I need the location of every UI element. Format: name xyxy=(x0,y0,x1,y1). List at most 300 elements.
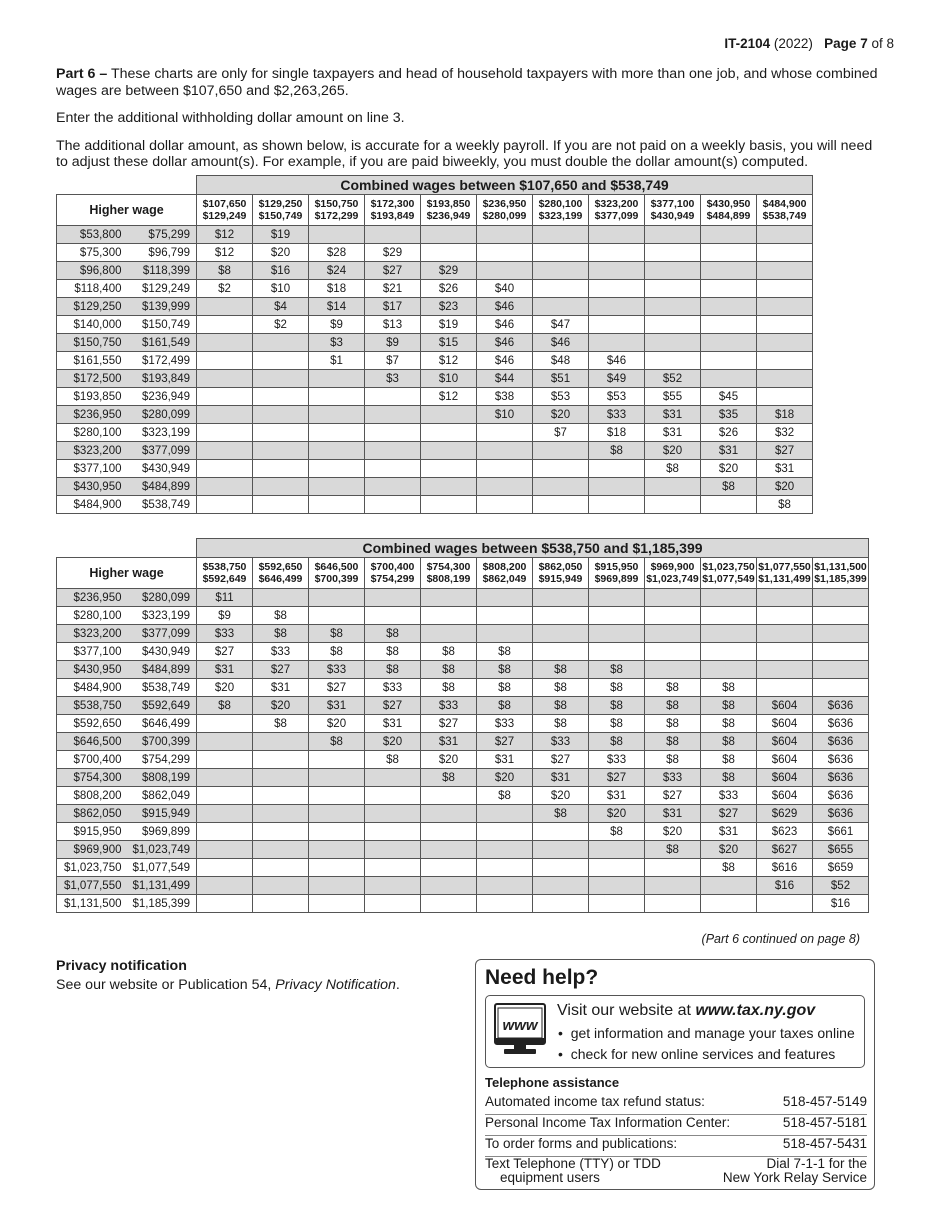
withholding-amount xyxy=(365,841,421,859)
withholding-amount xyxy=(309,895,365,913)
withholding-amount xyxy=(197,298,253,316)
website-line: Visit our website at www.tax.ny.gov xyxy=(557,1002,816,1019)
withholding-amount xyxy=(477,625,533,643)
withholding-amount: $20 xyxy=(477,769,533,787)
higher-wage-high: $377,099 xyxy=(129,442,197,460)
higher-wage-high: $592,649 xyxy=(129,697,197,715)
withholding-table-2 xyxy=(56,538,869,913)
withholding-amount: $8 xyxy=(645,751,701,769)
withholding-amount xyxy=(309,823,365,841)
withholding-amount: $8 xyxy=(701,733,757,751)
withholding-amount xyxy=(757,625,813,643)
table-row xyxy=(57,478,813,496)
withholding-amount: $12 xyxy=(197,226,253,244)
withholding-amount xyxy=(365,424,421,442)
withholding-amount xyxy=(757,643,813,661)
withholding-amount xyxy=(421,805,477,823)
website-link[interactable]: www.tax.ny.gov xyxy=(695,1002,816,1019)
withholding-amount: $33 xyxy=(309,661,365,679)
column-header: $538,750 $592,649 xyxy=(197,558,253,589)
withholding-amount: $17 xyxy=(365,298,421,316)
page-number: Page 7 xyxy=(824,36,868,51)
withholding-amount xyxy=(533,823,589,841)
phone-row-info-center: Personal Income Tax Information Center: 518-457-5181 xyxy=(485,1115,867,1136)
withholding-amount: $12 xyxy=(421,352,477,370)
withholding-amount xyxy=(309,460,365,478)
higher-wage-high: $969,899 xyxy=(129,823,197,841)
withholding-amount: $8 xyxy=(533,679,589,697)
withholding-amount xyxy=(197,859,253,877)
withholding-amount xyxy=(197,823,253,841)
higher-wage-high: $1,077,549 xyxy=(129,859,197,877)
higher-wage-high: $538,749 xyxy=(129,496,197,514)
withholding-amount xyxy=(757,334,813,352)
column-header: $430,950 $484,899 xyxy=(701,195,757,226)
withholding-amount xyxy=(645,478,701,496)
withholding-amount xyxy=(365,478,421,496)
column-header: $754,300 $808,199 xyxy=(421,558,477,589)
higher-wage-header: Higher wage xyxy=(57,558,197,589)
withholding-amount: $31 xyxy=(701,823,757,841)
withholding-amount: $655 xyxy=(813,841,869,859)
withholding-amount: $20 xyxy=(533,406,589,424)
withholding-amount xyxy=(365,388,421,406)
withholding-amount: $23 xyxy=(421,298,477,316)
withholding-amount: $8 xyxy=(421,661,477,679)
withholding-amount xyxy=(645,859,701,877)
withholding-amount: $8 xyxy=(533,697,589,715)
withholding-amount xyxy=(757,661,813,679)
withholding-amount xyxy=(365,805,421,823)
withholding-amount xyxy=(589,589,645,607)
withholding-amount xyxy=(421,424,477,442)
withholding-amount xyxy=(421,226,477,244)
withholding-amount: $8 xyxy=(701,715,757,733)
withholding-amount xyxy=(309,388,365,406)
withholding-amount xyxy=(757,298,813,316)
withholding-amount xyxy=(701,262,757,280)
table-row xyxy=(57,697,869,715)
withholding-amount: $53 xyxy=(533,388,589,406)
higher-wage-high: $862,049 xyxy=(129,787,197,805)
column-header: $808,200 $862,049 xyxy=(477,558,533,589)
withholding-amount: $10 xyxy=(421,370,477,388)
withholding-amount xyxy=(197,406,253,424)
withholding-amount xyxy=(197,496,253,514)
withholding-amount xyxy=(197,877,253,895)
withholding-amount xyxy=(757,226,813,244)
withholding-amount: $26 xyxy=(421,280,477,298)
withholding-amount: $7 xyxy=(365,352,421,370)
withholding-amount xyxy=(197,733,253,751)
withholding-amount: $20 xyxy=(365,733,421,751)
withholding-amount xyxy=(757,316,813,334)
higher-wage-low: $1,131,500 xyxy=(57,895,129,913)
withholding-amount xyxy=(365,589,421,607)
withholding-amount xyxy=(197,895,253,913)
withholding-amount xyxy=(813,625,869,643)
withholding-amount: $18 xyxy=(757,406,813,424)
table-row xyxy=(57,589,869,607)
withholding-amount: $31 xyxy=(309,697,365,715)
withholding-amount: $31 xyxy=(589,787,645,805)
withholding-amount xyxy=(589,496,645,514)
withholding-amount xyxy=(197,805,253,823)
withholding-amount xyxy=(309,478,365,496)
table-row xyxy=(57,226,813,244)
column-header: $377,100 $430,949 xyxy=(645,195,701,226)
higher-wage-low: $193,850 xyxy=(57,388,129,406)
withholding-amount: $2 xyxy=(253,316,309,334)
higher-wage-high: $538,749 xyxy=(129,679,197,697)
withholding-amount: $15 xyxy=(421,334,477,352)
withholding-amount xyxy=(533,589,589,607)
withholding-amount xyxy=(645,496,701,514)
intro-p2: Enter the additional withholding dollar amount on line 3. xyxy=(56,110,405,126)
column-header: $915,950 $969,899 xyxy=(589,558,645,589)
table-row xyxy=(57,460,813,478)
withholding-amount xyxy=(253,895,309,913)
withholding-amount: $20 xyxy=(533,787,589,805)
withholding-amount xyxy=(533,625,589,643)
withholding-amount xyxy=(645,334,701,352)
withholding-amount xyxy=(197,352,253,370)
withholding-amount xyxy=(309,769,365,787)
withholding-amount: $20 xyxy=(701,460,757,478)
withholding-amount: $8 xyxy=(645,460,701,478)
withholding-amount xyxy=(701,334,757,352)
withholding-amount xyxy=(757,679,813,697)
withholding-amount xyxy=(645,625,701,643)
withholding-amount xyxy=(197,316,253,334)
withholding-amount xyxy=(421,478,477,496)
withholding-amount: $636 xyxy=(813,697,869,715)
withholding-amount xyxy=(477,823,533,841)
withholding-amount: $33 xyxy=(589,751,645,769)
table-row xyxy=(57,370,813,388)
withholding-amount: $636 xyxy=(813,769,869,787)
table-row xyxy=(57,496,813,514)
withholding-amount xyxy=(365,877,421,895)
withholding-amount xyxy=(701,661,757,679)
computer-monitor-icon xyxy=(494,1003,546,1057)
withholding-amount xyxy=(365,460,421,478)
withholding-amount xyxy=(253,478,309,496)
higher-wage-low: $129,250 xyxy=(57,298,129,316)
higher-wage-low: $75,300 xyxy=(57,244,129,262)
table-row xyxy=(57,877,869,895)
withholding-amount xyxy=(197,478,253,496)
withholding-table-1 xyxy=(56,175,813,514)
higher-wage-low: $646,500 xyxy=(57,733,129,751)
withholding-amount: $629 xyxy=(757,805,813,823)
continued-note: (Part 6 continued on page 8) xyxy=(701,932,860,946)
table-row xyxy=(57,406,813,424)
privacy-text: See our website or Publication 54, Privacy Notification. xyxy=(56,977,400,993)
withholding-amount: $27 xyxy=(253,661,309,679)
table-row xyxy=(57,661,869,679)
withholding-amount xyxy=(197,460,253,478)
table-row xyxy=(57,895,869,913)
column-header: $150,750 $172,299 xyxy=(309,195,365,226)
withholding-amount: $46 xyxy=(477,334,533,352)
withholding-amount: $27 xyxy=(365,697,421,715)
withholding-amount: $8 xyxy=(477,643,533,661)
withholding-amount: $33 xyxy=(197,625,253,643)
higher-wage-low: $53,800 xyxy=(57,226,129,244)
withholding-amount xyxy=(589,244,645,262)
withholding-amount: $18 xyxy=(309,280,365,298)
withholding-amount: $604 xyxy=(757,715,813,733)
withholding-amount xyxy=(757,589,813,607)
withholding-amount: $46 xyxy=(477,298,533,316)
higher-wage-high: $323,199 xyxy=(129,424,197,442)
withholding-amount xyxy=(253,877,309,895)
withholding-amount xyxy=(477,442,533,460)
withholding-amount: $1 xyxy=(309,352,365,370)
withholding-amount xyxy=(533,262,589,280)
withholding-amount xyxy=(477,805,533,823)
withholding-amount: $27 xyxy=(421,715,477,733)
withholding-amount: $52 xyxy=(645,370,701,388)
withholding-amount: $31 xyxy=(253,679,309,697)
withholding-amount xyxy=(197,334,253,352)
withholding-amount: $26 xyxy=(701,424,757,442)
withholding-amount xyxy=(477,589,533,607)
column-header: $646,500 $700,399 xyxy=(309,558,365,589)
withholding-amount: $8 xyxy=(477,787,533,805)
withholding-amount: $20 xyxy=(253,697,309,715)
higher-wage-high: $377,099 xyxy=(129,625,197,643)
withholding-amount xyxy=(645,244,701,262)
higher-wage-high: $280,099 xyxy=(129,406,197,424)
withholding-amount xyxy=(757,607,813,625)
withholding-amount: $31 xyxy=(645,805,701,823)
withholding-amount: $35 xyxy=(701,406,757,424)
withholding-amount: $604 xyxy=(757,769,813,787)
bullet-1: • get information and manage your taxes online xyxy=(558,1025,855,1041)
withholding-amount: $8 xyxy=(701,478,757,496)
withholding-amount: $604 xyxy=(757,751,813,769)
privacy-title: Privacy notification xyxy=(56,958,187,974)
withholding-amount xyxy=(533,280,589,298)
withholding-amount: $636 xyxy=(813,805,869,823)
withholding-amount: $20 xyxy=(645,442,701,460)
withholding-amount xyxy=(421,823,477,841)
withholding-amount: $10 xyxy=(477,406,533,424)
withholding-amount: $8 xyxy=(645,733,701,751)
withholding-amount xyxy=(589,460,645,478)
withholding-amount xyxy=(365,496,421,514)
withholding-amount xyxy=(477,607,533,625)
withholding-amount xyxy=(701,244,757,262)
withholding-amount: $8 xyxy=(365,661,421,679)
withholding-amount xyxy=(253,751,309,769)
withholding-amount: $20 xyxy=(645,823,701,841)
withholding-amount xyxy=(253,841,309,859)
withholding-amount xyxy=(197,769,253,787)
withholding-amount xyxy=(645,262,701,280)
table-row xyxy=(57,823,869,841)
withholding-amount: $19 xyxy=(421,316,477,334)
withholding-amount xyxy=(309,607,365,625)
withholding-amount: $31 xyxy=(477,751,533,769)
higher-wage-high: $161,549 xyxy=(129,334,197,352)
withholding-amount: $8 xyxy=(421,679,477,697)
withholding-amount xyxy=(477,841,533,859)
withholding-amount xyxy=(645,352,701,370)
higher-wage-low: $161,550 xyxy=(57,352,129,370)
table-caption: Combined wages between $538,750 and $1,185,399 xyxy=(197,539,869,558)
higher-wage-high: $646,499 xyxy=(129,715,197,733)
website-box xyxy=(485,995,865,1068)
withholding-amount xyxy=(421,244,477,262)
higher-wage-high: $1,185,399 xyxy=(129,895,197,913)
higher-wage-low: $484,900 xyxy=(57,496,129,514)
withholding-amount: $661 xyxy=(813,823,869,841)
withholding-amount: $8 xyxy=(365,625,421,643)
withholding-amount: $659 xyxy=(813,859,869,877)
withholding-amount xyxy=(813,589,869,607)
withholding-amount: $8 xyxy=(421,769,477,787)
higher-wage-low: $118,400 xyxy=(57,280,129,298)
withholding-amount: $27 xyxy=(589,769,645,787)
withholding-amount: $20 xyxy=(309,715,365,733)
withholding-amount: $24 xyxy=(309,262,365,280)
withholding-amount xyxy=(253,589,309,607)
withholding-amount xyxy=(197,370,253,388)
withholding-amount xyxy=(589,226,645,244)
withholding-amount: $8 xyxy=(589,661,645,679)
withholding-amount: $31 xyxy=(757,460,813,478)
higher-wage-low: $150,750 xyxy=(57,334,129,352)
withholding-amount xyxy=(253,805,309,823)
withholding-amount xyxy=(309,496,365,514)
table-row xyxy=(57,334,813,352)
withholding-amount xyxy=(477,424,533,442)
column-header: $484,900 $538,749 xyxy=(757,195,813,226)
withholding-amount xyxy=(589,607,645,625)
withholding-amount: $8 xyxy=(477,697,533,715)
column-header: $1,023,750 $1,077,549 xyxy=(701,558,757,589)
withholding-amount: $8 xyxy=(365,643,421,661)
higher-wage-high: $430,949 xyxy=(129,643,197,661)
withholding-amount: $8 xyxy=(589,679,645,697)
withholding-amount xyxy=(477,262,533,280)
withholding-amount xyxy=(197,424,253,442)
withholding-amount xyxy=(533,244,589,262)
withholding-amount xyxy=(477,244,533,262)
withholding-amount xyxy=(253,787,309,805)
withholding-amount xyxy=(533,496,589,514)
withholding-amount xyxy=(477,226,533,244)
higher-wage-low: $323,200 xyxy=(57,625,129,643)
withholding-amount xyxy=(421,496,477,514)
withholding-amount: $3 xyxy=(365,370,421,388)
withholding-amount xyxy=(645,643,701,661)
withholding-amount xyxy=(253,352,309,370)
withholding-amount xyxy=(813,607,869,625)
withholding-amount: $636 xyxy=(813,751,869,769)
withholding-amount xyxy=(813,643,869,661)
table-row xyxy=(57,679,869,697)
withholding-amount: $10 xyxy=(253,280,309,298)
higher-wage-low: $700,400 xyxy=(57,751,129,769)
withholding-amount xyxy=(757,388,813,406)
higher-wage-high: $915,949 xyxy=(129,805,197,823)
withholding-amount xyxy=(365,895,421,913)
column-header: $323,200 $377,099 xyxy=(589,195,645,226)
column-header: $1,077,550 $1,131,499 xyxy=(757,558,813,589)
withholding-amount: $38 xyxy=(477,388,533,406)
table-row xyxy=(57,316,813,334)
withholding-amount xyxy=(477,859,533,877)
withholding-amount: $53 xyxy=(589,388,645,406)
withholding-amount xyxy=(701,226,757,244)
withholding-amount: $33 xyxy=(365,679,421,697)
withholding-amount: $33 xyxy=(589,406,645,424)
withholding-amount xyxy=(701,607,757,625)
withholding-amount: $8 xyxy=(197,697,253,715)
withholding-amount xyxy=(701,352,757,370)
withholding-amount xyxy=(365,859,421,877)
higher-wage-high: $484,899 xyxy=(129,478,197,496)
withholding-amount: $11 xyxy=(197,589,253,607)
withholding-amount xyxy=(533,298,589,316)
withholding-amount: $46 xyxy=(477,352,533,370)
withholding-amount xyxy=(253,388,309,406)
withholding-amount xyxy=(421,589,477,607)
withholding-amount: $8 xyxy=(477,661,533,679)
intro-p3: The additional dollar amount, as shown below, is accurate for a weekly payroll. If you are not paid on a weekly basis, you will need to adjust these dollar amount(s). For example, if you are paid biweekly, you must double the dollar amount(s) computed. xyxy=(56,137,873,170)
withholding-amount: $604 xyxy=(757,697,813,715)
withholding-amount: $13 xyxy=(365,316,421,334)
higher-wage-high: $236,949 xyxy=(129,388,197,406)
withholding-amount: $8 xyxy=(589,823,645,841)
withholding-amount: $2 xyxy=(197,280,253,298)
higher-wage-low: $862,050 xyxy=(57,805,129,823)
withholding-amount xyxy=(365,787,421,805)
column-header: $862,050 $915,949 xyxy=(533,558,589,589)
column-header: $969,900 $1,023,749 xyxy=(645,558,701,589)
withholding-amount: $27 xyxy=(757,442,813,460)
withholding-amount: $49 xyxy=(589,370,645,388)
withholding-amount xyxy=(645,895,701,913)
table-row xyxy=(57,280,813,298)
withholding-amount xyxy=(253,859,309,877)
withholding-amount: $636 xyxy=(813,733,869,751)
withholding-amount xyxy=(589,478,645,496)
higher-wage-low: $430,950 xyxy=(57,478,129,496)
higher-wage-low: $538,750 xyxy=(57,697,129,715)
withholding-amount xyxy=(701,496,757,514)
higher-wage-low: $430,950 xyxy=(57,661,129,679)
withholding-amount xyxy=(253,823,309,841)
withholding-amount xyxy=(589,280,645,298)
withholding-amount xyxy=(309,877,365,895)
higher-wage-low: $808,200 xyxy=(57,787,129,805)
withholding-amount xyxy=(365,406,421,424)
withholding-amount: $46 xyxy=(477,316,533,334)
withholding-amount xyxy=(701,589,757,607)
withholding-amount: $33 xyxy=(645,769,701,787)
withholding-amount xyxy=(253,496,309,514)
page-header xyxy=(724,36,894,51)
table-row xyxy=(57,262,813,280)
higher-wage-high: $139,999 xyxy=(129,298,197,316)
higher-wage-low: $915,950 xyxy=(57,823,129,841)
higher-wage-low: $377,100 xyxy=(57,643,129,661)
